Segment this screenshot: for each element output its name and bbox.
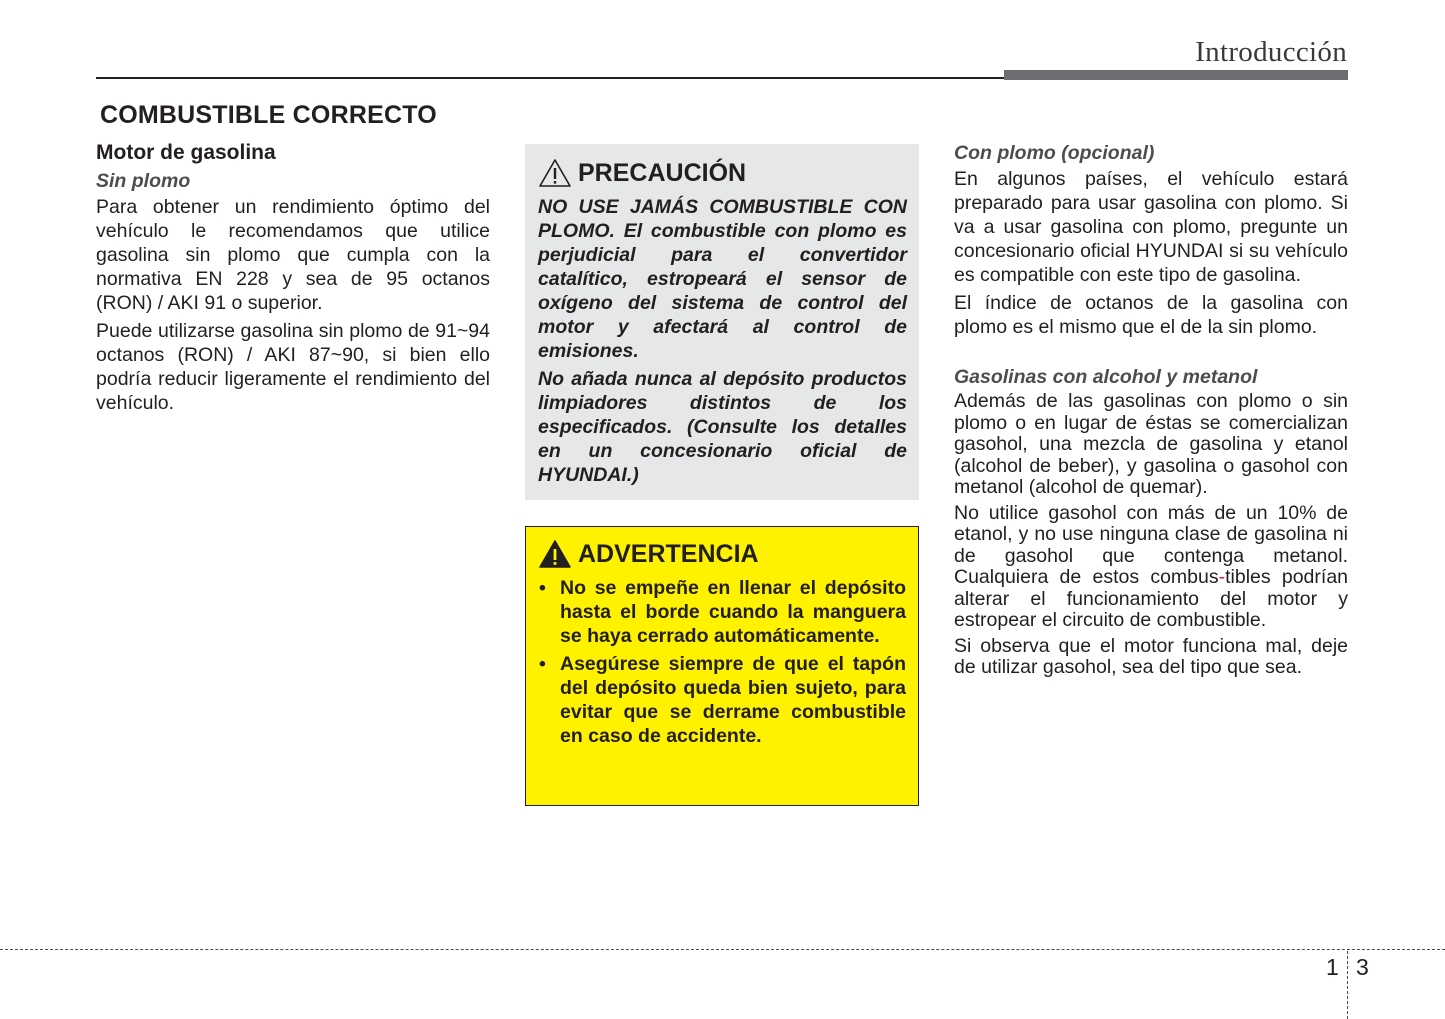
warning-item: • No se empeñe en llenar el depósito hasta el borde cuando la manguera se haya cerrado automáticamente. (538, 576, 906, 648)
warning-triangle-outline-icon (538, 158, 572, 188)
right-column (954, 141, 1348, 683)
footer-rule (0, 949, 1445, 950)
footer-divider (1347, 951, 1348, 1019)
warning-list (538, 576, 906, 748)
header-rule-accent (1004, 70, 1348, 80)
warning-title: ADVERTENCIA (578, 539, 759, 568)
paragraph: El índice de octanos de la gasolina con plomo es el mismo que el de la sin plomo. (954, 292, 1348, 338)
warning-box (525, 526, 919, 806)
paragraph: En algunos países, el vehículo estará preparado para usar gasolina con plomo. Si va a usar gasolina con plomo, pregunte un concesionario oficial HYUNDAI si su vehículo es compatible con este tipo de gasolina. (954, 168, 1348, 286)
caution-paragraph: No añada nunca al depósito productos limpiadores distintos de los especificados. (Consulte los detalles en un concesionario oficial de HYUNDAI.) (538, 368, 907, 486)
paragraph: Además de las gasolinas con plomo o sin plomo o en lugar de éstas se comercializan gasohol, una mezcla de gasolina y etanol (alcohol de beber), y gasolina o gasohol con metanol (alcohol de quemar). (954, 390, 1348, 498)
paragraph (954, 503, 1348, 632)
caution-box (525, 144, 919, 500)
caution-heading (538, 158, 907, 188)
subheading-motor-gasolina: Motor de gasolina (96, 141, 276, 164)
paragraph: Puede utilizarse gasolina sin plomo de 91~94 octanos (RON) / AKI 87~90, si bien ello podría reducir ligeramente el rendimiento del vehículo. (96, 320, 490, 414)
page-title: COMBUSTIBLE CORRECTO (100, 101, 437, 129)
paragraph: Si observa que el motor funciona mal, deje de utilizar gasohol, sea del tipo que sea. (954, 634, 1348, 678)
chapter-number: 1 (1326, 954, 1339, 980)
caution-paragraph: NO USE JAMÁS COMBUSTIBLE CON PLOMO. El combustible con plomo es perjudicial para el convertidor catalítico, estropeará el sensor de oxígeno del sistema de control del motor y afectará al control de emisiones. (538, 196, 907, 362)
heading-con-plomo: Con plomo (opcional) (954, 142, 1155, 164)
paragraph-part: tibles podrían alterar el funcionamiento del motor y estropear el circuito de combustible. (954, 566, 1349, 631)
heading-alcohol-metanol: Gasolinas con alcohol y metanol (954, 366, 1258, 388)
paragraph: Para obtener un rendimiento óptimo del vehículo le recomendamos que utilice gasolina sin plomo que cumpla con la normativa EN 228 y sea de 95 octanos (RON) / AKI 91 o superior. (96, 196, 490, 314)
left-column (96, 141, 490, 419)
hyphen-mark: - (1218, 566, 1226, 588)
paragraph-part: No utilice gasohol con más de un 10% de etanol, y no use ninguna clase de gasolina ni de gasohol que contenga metanol. Cualquiera de estos combus (954, 501, 1348, 588)
warning-triangle-filled-icon (538, 539, 572, 569)
page-number: 3 (1356, 954, 1369, 980)
heading-sin-plomo: Sin plomo (96, 170, 191, 192)
section-header: Introducción (1195, 36, 1347, 68)
warning-item: • Asegúrese siempre de que el tapón del depósito queda bien sujeto, para evitar que se derrame combustible en caso de accidente. (538, 652, 906, 748)
header-rule (96, 77, 1004, 79)
caution-title: PRECAUCIÓN (578, 158, 747, 187)
warning-heading (538, 539, 906, 569)
